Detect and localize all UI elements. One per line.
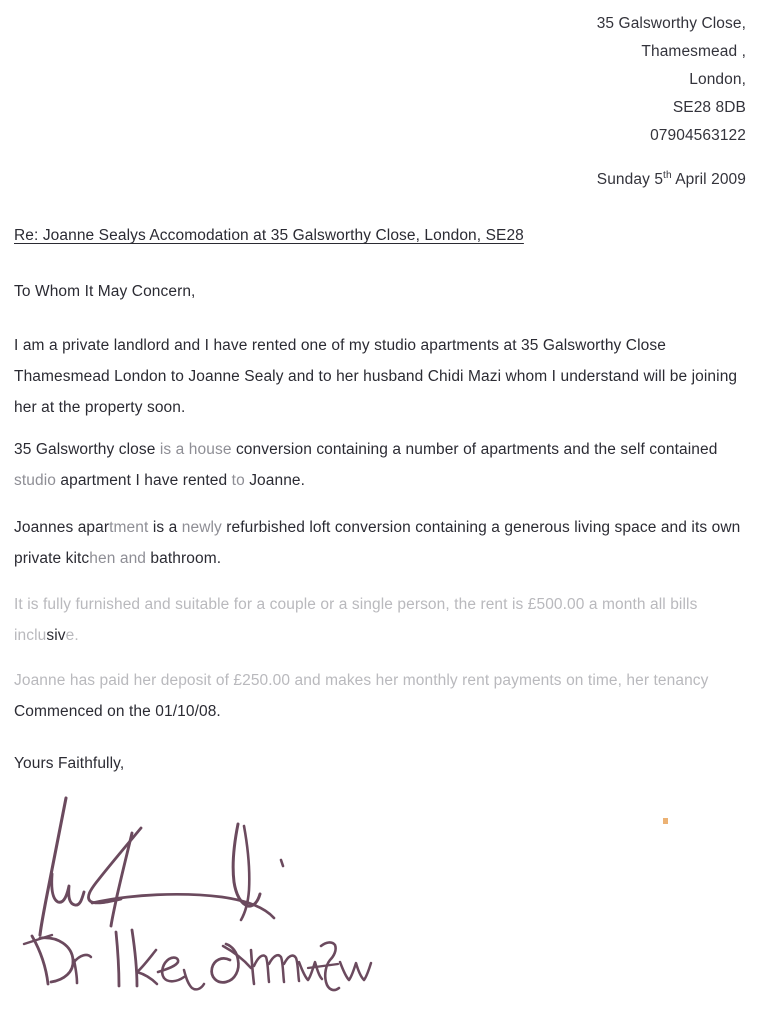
address-line-4: SE28 8DB [672,99,746,116]
paragraph-2 [14,434,744,496]
text-segment: e. [65,627,79,644]
letter-date [596,169,746,188]
text-segment: bathroom. [150,550,222,567]
sender-address-block [597,10,746,150]
text-segment: siv [46,627,66,644]
signature-printed-name [18,922,378,997]
text-segment: tment [109,519,153,536]
address-line-3: London, [689,71,746,88]
text-segment: Joanne. [249,472,306,489]
text-segment: is a [152,519,182,536]
scan-artifact-speck [663,818,668,824]
address-line-1: 35 Galsworthy Close, [596,15,746,32]
text-segment: studio [14,472,61,489]
text-segment: 35 Galsworthy close [14,441,160,458]
subject-line: Re: Joanne Sealys Accomodation at 35 Galsworthy Close, London, SE28 [14,227,524,244]
paragraph-4 [14,589,744,651]
text-segment: to [231,472,250,489]
address-line-phone: 07904563122 [650,127,746,144]
text-segment: refurbished loft conversion containing a generous living space and its own private kitc [14,519,741,567]
closing-line: Yours Faithfully, [14,755,125,772]
text-segment: Joannes apar [14,519,110,536]
paragraph-3 [14,512,744,574]
date-month-year: April 2009 [671,171,746,188]
text-segment: conversion containing a number of apartments and the self contained [235,441,718,458]
text-segment: apartment I have rented [60,472,232,489]
date-weekday-day: Sunday 5 [596,171,664,188]
text-segment: It is fully furnished and suitable for a couple or a single person, the rent is £500.00 a month all bills inclu [14,596,698,644]
text-segment: hen and [89,550,151,567]
text-segment: Joanne has paid her deposit of £250.00 and makes her monthly rent payments on time, her tenancy [14,672,709,689]
paragraph-5 [14,665,744,727]
address-line-2: Thamesmead , [641,43,746,60]
salutation: To Whom It May Concern, [14,283,196,300]
date-ordinal-suffix: th [663,169,672,181]
signature-mark [22,796,352,941]
paragraph-1: I am a private landlord and I have rented one of my studio apartments at 35 Galsworthy Close Thamesmead London to Joanne Sealy and to her husband Chidi Mazi whom I understand will be joining her at the property soon. [14,337,738,416]
text-segment: is a house [159,441,236,458]
text-segment: Commenced on the 01/10/08. [14,703,221,720]
text-segment: newly [181,519,227,536]
